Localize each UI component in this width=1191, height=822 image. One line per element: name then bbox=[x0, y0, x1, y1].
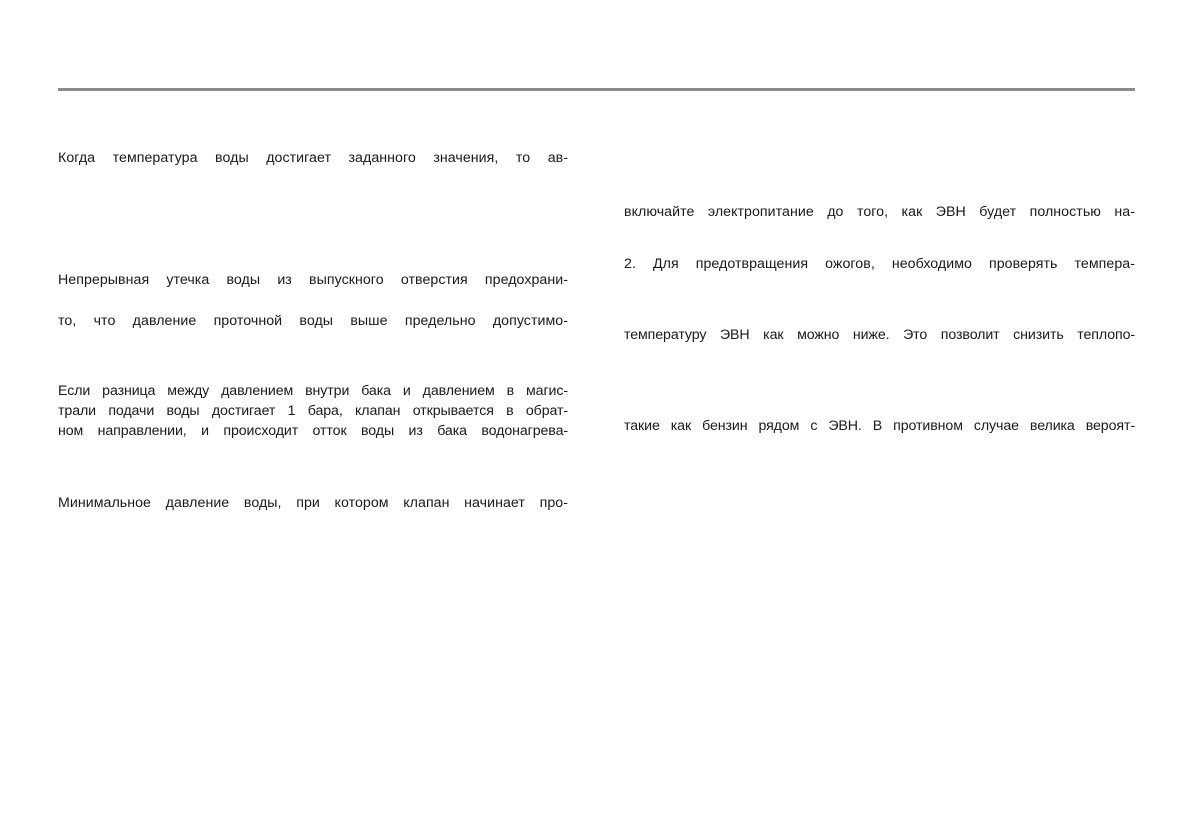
right-text-line-4: такие как бензин рядом с ЭВН. В противном случае велика вероят- bbox=[624, 418, 1135, 434]
right-text-line-1: включайте электропитание до того, как ЭВН будет полностью на- bbox=[624, 204, 1135, 220]
right-text-line-3: температуру ЭВН как можно ниже. Это позволит снизить теплопо- bbox=[624, 327, 1135, 343]
left-text-line-2: Непрерывная утечка воды из выпускного отверстия предохрани- bbox=[58, 272, 568, 288]
left-text-line-1: Когда температура воды достигает заданного значения, то ав- bbox=[58, 150, 568, 166]
left-text-line-3: то, что давление проточной воды выше предельно допустимо- bbox=[58, 313, 568, 329]
left-text-line-5: Минимальное давление воды, при котором клапан начинает про- bbox=[58, 495, 568, 511]
right-text-line-2: 2. Для предотвращения ожогов, необходимо проверять темпера- bbox=[624, 256, 1135, 272]
left-paragraph-line-1: Если разница между давлением внутри бака и давлением в магис- bbox=[58, 383, 568, 399]
left-paragraph-line-3: ном направлении, и происходит отток воды из бака водонагрева- bbox=[58, 423, 568, 439]
header-rule bbox=[58, 88, 1135, 91]
left-paragraph-line-2: трали подачи воды достигает 1 бара, клапан открывается в обрат- bbox=[58, 403, 568, 419]
